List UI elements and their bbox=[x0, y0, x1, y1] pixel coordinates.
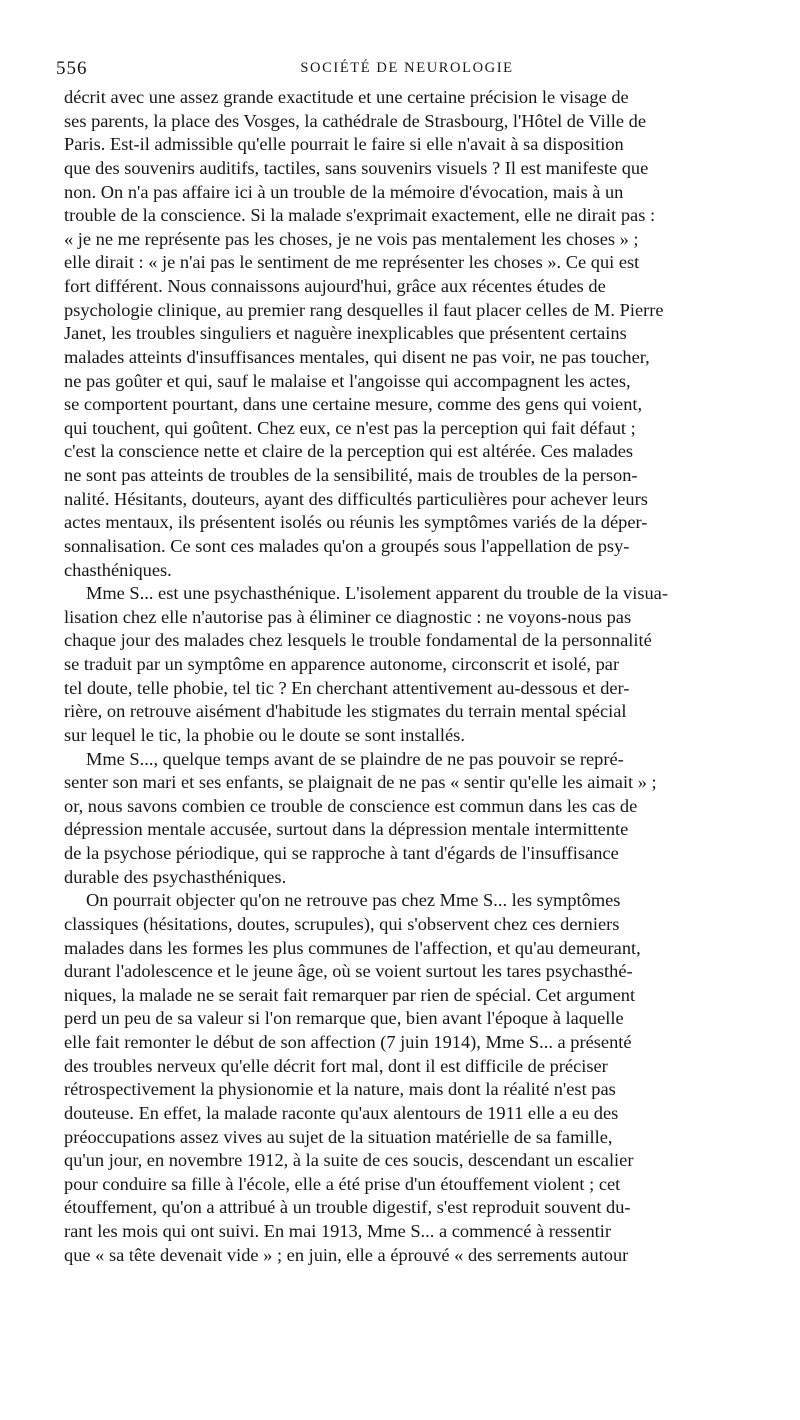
text-line: que « sa tête devenait vide » ; en juin, elle a éprouvé « des serrements autour bbox=[64, 1244, 629, 1265]
text-line: pour conduire sa fille à l'école, elle a été prise d'un étouffement violent ; cet bbox=[64, 1173, 621, 1194]
text-line: « je ne me représente pas les choses, je ne vois pas mentalement les choses » ; bbox=[64, 228, 639, 249]
text-line: durant l'adolescence et le jeune âge, où se voient surtout les tares psychasthé- bbox=[64, 961, 633, 982]
text-line: classiques (hésitations, doutes, scrupules), qui s'observent chez ces derniers bbox=[64, 913, 620, 934]
text-line: douteuse. En effet, la malade raconte qu'aux alentours de 1911 elle a eu des bbox=[64, 1102, 619, 1123]
text-line: elle fait remonter le début de son affection (7 juin 1914), Mme S... a présenté bbox=[64, 1032, 632, 1052]
text-line: lisation chez elle n'autorise pas à éliminer ce diagnostic : ne voyons-nous pas bbox=[64, 606, 632, 627]
text-line: c'est la conscience nette et claire de la perception qui est altérée. Ces malades bbox=[64, 441, 634, 462]
text-line: Mme S..., quelque temps avant de se plaindre de ne pas pouvoir se repré- bbox=[86, 748, 624, 769]
text-line: dépression mentale accusée, surtout dans la dépression mentale intermittente bbox=[64, 819, 629, 840]
text-line: sur lequel le tic, la phobie ou le doute se sont installés. bbox=[64, 724, 465, 745]
text-line: Janet, les troubles singuliers et naguère inexplicables que présentent certains bbox=[64, 323, 627, 344]
text-line: se traduit par un symptôme en apparence autonome, circonscrit et isolé, par bbox=[64, 654, 620, 674]
text-line: senter son mari et ses enfants, se plaignait de ne pas « sentir qu'elle les aimait » ; bbox=[64, 772, 657, 793]
text-line: décrit avec une assez grande exactitude et une certaine précision le visage de bbox=[64, 87, 629, 107]
text-line: chasthéniques. bbox=[64, 559, 172, 580]
text-line: de la psychose périodique, qui se rapproche à tant d'égards de l'insuffisance bbox=[64, 843, 619, 863]
text-line: des troubles nerveux qu'elle décrit fort mal, dont il est difficile de préciser bbox=[64, 1055, 608, 1076]
text-line: elle dirait : « je n'ai pas le sentiment de me représenter les choses ». Ce qui est bbox=[64, 252, 640, 273]
text-line: se comportent pourtant, dans une certaine mesure, comme des gens qui voient, bbox=[64, 394, 643, 415]
text-line: rière, on retrouve aisément d'habitude les stigmates du terrain mental spécial bbox=[64, 701, 627, 722]
text-line: actes mentaux, ils présentent isolés ou réunis les symptômes variés de la déper- bbox=[64, 512, 648, 533]
text-line: nalité. Hésitants, douteurs, ayant des difficultés particulières pour achever leurs bbox=[64, 488, 648, 509]
text-line: psychologie clinique, au premier rang desquelles il faut placer celles de M. Pierre bbox=[64, 299, 664, 320]
body-text bbox=[64, 86, 764, 1267]
text-line: trouble de la conscience. Si la malade s'exprimait exactement, elle ne dirait pas : bbox=[64, 205, 656, 226]
text-line: Paris. Est-il admissible qu'elle pourrait le faire si elle n'avait à sa disposition bbox=[64, 134, 624, 155]
text-line: tel doute, telle phobie, tel tic ? En cherchant attentivement au-dessous et der- bbox=[64, 677, 630, 698]
text-line: fort différent. Nous connaissons aujourd'hui, grâce aux récentes études de bbox=[64, 276, 606, 296]
text-line: On pourrait objecter qu'on ne retrouve pas chez Mme S... les symptômes bbox=[86, 890, 621, 911]
text-line: Mme S... est une psychasthénique. L'isolement apparent du trouble de la visua- bbox=[86, 583, 668, 604]
text-line: qu'un jour, en novembre 1912, à la suite de ces soucis, descendant un escalier bbox=[64, 1150, 634, 1171]
text-line: qui touchent, qui goûtent. Chez eux, ce n'est pas la perception qui fait défaut ; bbox=[64, 417, 636, 438]
text-line: ne sont pas atteints de troubles de la sensibilité, mais de troubles de la person- bbox=[64, 465, 638, 485]
text-line: étouffement, qu'on a attribué à un trouble digestif, s'est reproduit souvent du- bbox=[64, 1197, 631, 1218]
text-line: malades dans les formes les plus communes de l'affection, et qu'au demeurant, bbox=[64, 937, 641, 958]
text-line: rant les mois qui ont suivi. En mai 1913, Mme S... a commencé à ressentir bbox=[64, 1221, 612, 1241]
text-line: ne pas goûter et qui, sauf le malaise et l'angoisse qui accompagnent les actes, bbox=[64, 370, 631, 391]
running-head bbox=[56, 58, 758, 84]
text-line: sonnalisation. Ce sont ces malades qu'on a groupés sous l'appellation de psy- bbox=[64, 535, 630, 556]
text-line: ses parents, la place des Vosges, la cathédrale de Strasbourg, l'Hôtel de Ville de bbox=[64, 110, 647, 131]
page-number: 556 bbox=[56, 58, 88, 79]
text-line: préoccupations assez vives au sujet de la situation matérielle de sa famille, bbox=[64, 1126, 613, 1147]
text-line: non. On n'a pas affaire ici à un trouble de la mémoire d'évocation, mais à un bbox=[64, 181, 624, 202]
text-line: malades atteints d'insuffisances mentales, qui disent ne pas voir, ne pas toucher, bbox=[64, 346, 650, 367]
text-line: chaque jour des malades chez lesquels le trouble fondamental de la personnalité bbox=[64, 630, 652, 651]
text-line: perd un peu de sa valeur si l'on remarque que, bien avant l'époque à laquelle bbox=[64, 1008, 624, 1029]
text-line: or, nous savons combien ce trouble de conscience est commun dans les cas de bbox=[64, 795, 638, 816]
text-line: rétrospectivement la physionomie et la nature, mais dont la réalité n'est pas bbox=[64, 1079, 616, 1100]
text-line: durable des psychasthéniques. bbox=[64, 866, 287, 887]
journal-title: SOCIÉTÉ DE NEUROLOGIE bbox=[300, 60, 514, 76]
text-line: que des souvenirs auditifs, tactiles, sans souvenirs visuels ? Il est manifeste que bbox=[64, 157, 649, 178]
text-line: niques, la malade ne se serait fait remarquer par rien de spécial. Cet argument bbox=[64, 984, 636, 1005]
